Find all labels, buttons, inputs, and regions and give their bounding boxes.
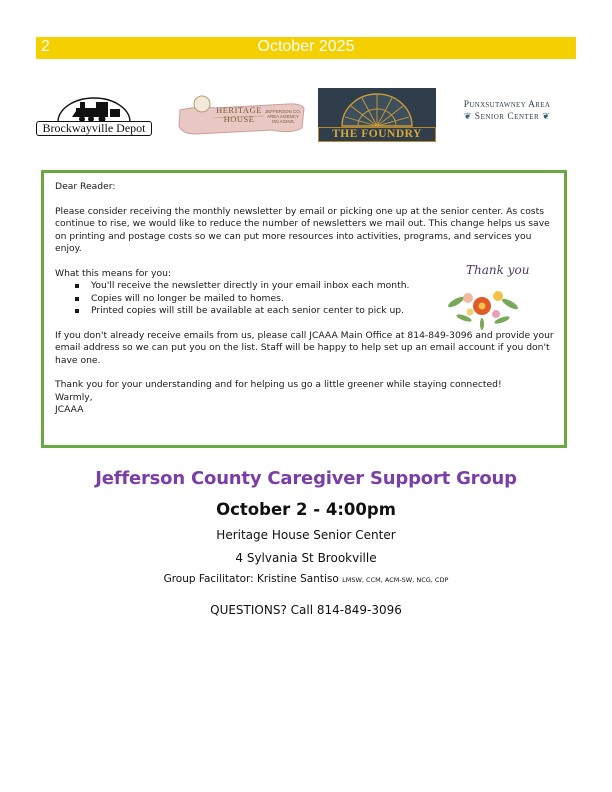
facilitator-credentials: LMSW, CCM, ACM-SW, NCG, CDP <box>342 576 449 584</box>
brockwayville-depot-logo <box>36 94 152 136</box>
foundry-arch-icon <box>318 88 436 128</box>
the-foundry-logo <box>318 88 436 142</box>
leaf-icon: ❦ <box>463 111 472 121</box>
punxsutawney-senior-center-logo <box>450 100 564 130</box>
heritage-title: HERITAGE HOUSE <box>216 105 262 124</box>
letter-means-heading: What this means for you: <box>55 267 172 279</box>
letter-signature: JCAAA <box>55 404 84 416</box>
header-bar <box>36 37 576 59</box>
heritage-house-logo <box>176 94 308 140</box>
train-icon <box>36 94 152 124</box>
letter-paragraph-1: Please consider receiving the monthly newsletter by email or picking one up at the senior center. As costs continue to rise, we would like to reduce the number of newsletters we mail out. This change helps us save on printing and postage costs so we can put more resources into activities, programs, and services you enjoy. <box>55 205 550 255</box>
support-group-questions: QUESTIONS? Call 814-849-3096 <box>210 603 402 617</box>
depot-name: Brockwayville Depot <box>36 121 152 136</box>
thank-you-art-text: Thank you <box>466 263 530 277</box>
thank-you-flowers-icon <box>444 258 530 330</box>
letter-greeting: Dear Reader: <box>55 181 116 192</box>
newsletter-month: October 2025 <box>257 38 355 55</box>
support-group-title: Jefferson County Caregiver Support Group <box>95 468 517 489</box>
foundry-name: THE FOUNDRY <box>318 127 436 142</box>
caregiver-support-section <box>0 468 612 617</box>
punxsutawney-title: Punxsutawney Area <box>463 100 551 110</box>
facilitator-name: Group Facilitator: Kristine Santiso <box>163 573 339 585</box>
page-number: 2 <box>41 38 50 55</box>
letter-paragraph-2: If you don't already receive emails from us, please call JCAAA Main Office at 814-849-3096 and provide your email address so we can put you on the list. Staff will be happy to help set up an email account if you don't have one. <box>55 329 554 366</box>
heritage-subtitle: JEFFERSON CO. AREA AGENCY ON AGING <box>264 109 301 124</box>
leaf-icon: ❦ <box>542 111 551 121</box>
punxsutawney-subtitle: Senior Center <box>474 112 540 122</box>
support-group-date-time: October 2 - 4:00pm <box>216 500 396 519</box>
letter-closing: Thank you for your understanding and for helping us go a little greener while staying connected! <box>55 379 502 391</box>
list-item: You'll receive the newsletter directly in your email inbox each month. <box>75 280 554 292</box>
punxsutawney-subtitle-row <box>450 111 564 122</box>
list-item: Copies will no longer be mailed to homes. <box>75 293 554 305</box>
support-group-address: 4 Sylvania St Brookville <box>235 551 377 565</box>
support-group-facilitator <box>0 573 612 585</box>
letter-signoff: Warmly, <box>55 391 93 403</box>
logo-row <box>0 88 612 148</box>
support-group-venue: Heritage House Senior Center <box>216 528 396 542</box>
list-item: Printed copies will still be available at each senior center to pick up. <box>75 305 554 317</box>
